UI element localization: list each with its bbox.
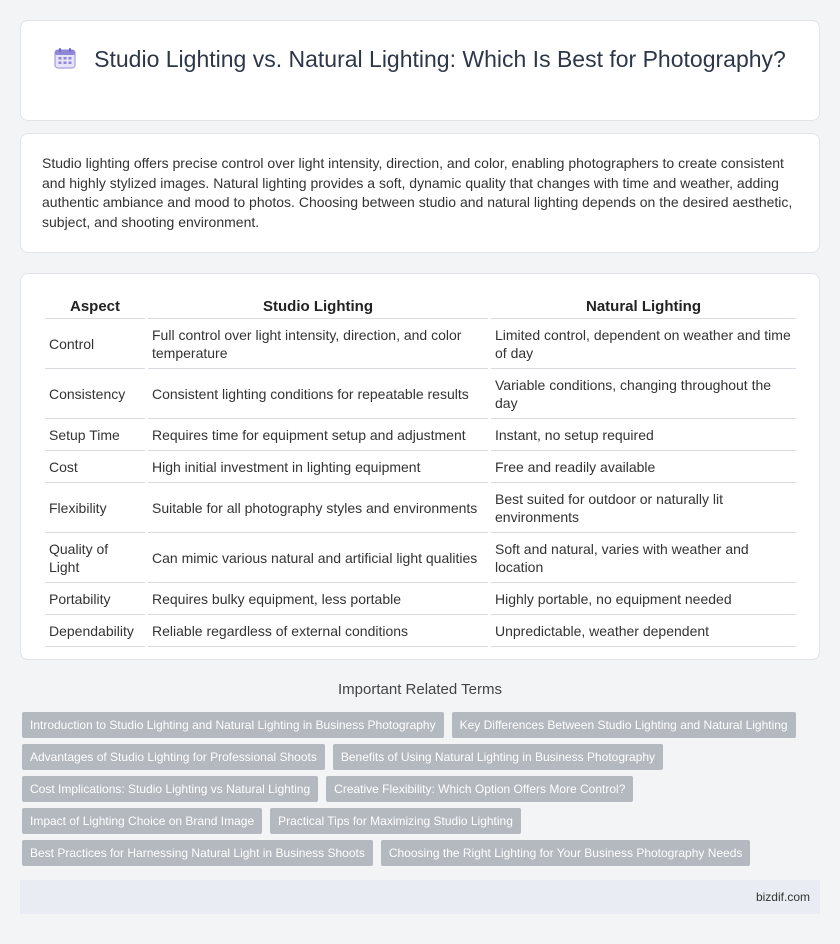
cell-studio: Consistent lighting conditions for repeatable results [148,369,488,419]
related-term-link[interactable]: Cost Implications: Studio Lighting vs Natural Lighting [22,776,318,802]
cell-natural: Best suited for outdoor or naturally lit environments [491,483,796,533]
related-term-link[interactable]: Best Practices for Harnessing Natural Light in Business Shoots [22,840,373,866]
cell-studio: Requires bulky equipment, less portable [148,583,488,615]
cell-aspect: Dependability [45,615,145,647]
table-row [45,369,796,419]
comparison-card [20,273,820,660]
cell-natural: Unpredictable, weather dependent [491,615,796,647]
calendar-icon [54,47,76,69]
table-row [45,483,796,533]
related-terms-list [22,712,818,872]
related-term-link[interactable]: Key Differences Between Studio Lighting and Natural Lighting [452,712,796,738]
intro-card [20,133,820,253]
cell-natural: Soft and natural, varies with weather and location [491,533,796,583]
related-term-link[interactable]: Choosing the Right Lighting for Your Business Photography Needs [381,840,751,866]
header-natural: Natural Lighting [491,296,796,319]
table-row [45,533,796,583]
cell-aspect: Control [45,319,145,369]
table-row [45,583,796,615]
cell-natural: Instant, no setup required [491,419,796,451]
comparison-table [42,296,799,647]
cell-natural: Highly portable, no equipment needed [491,583,796,615]
title-card [20,20,820,121]
cell-studio: Suitable for all photography styles and environments [148,483,488,533]
cell-natural: Variable conditions, changing throughout the day [491,369,796,419]
page-title-text: Studio Lighting vs. Natural Lighting: Which Is Best for Photography? [94,46,786,72]
footer-site-link[interactable]: bizdif.com [755,890,810,904]
related-term-link[interactable]: Introduction to Studio Lighting and Natural Lighting in Business Photography [22,712,444,738]
related-term-link[interactable]: Advantages of Studio Lighting for Professional Shoots [22,744,325,770]
cell-aspect: Flexibility [45,483,145,533]
cell-aspect: Quality of Light [45,533,145,583]
related-term-link[interactable]: Practical Tips for Maximizing Studio Lighting [270,808,521,834]
table-row [45,451,796,483]
table-row [45,615,796,647]
header-aspect: Aspect [45,296,145,319]
footer [20,880,820,914]
cell-aspect: Cost [45,451,145,483]
cell-natural: Free and readily available [491,451,796,483]
table-row [45,319,796,369]
related-terms-heading: Important Related Terms [338,681,502,698]
cell-studio: Full control over light intensity, direction, and color temperature [148,319,488,369]
cell-studio: High initial investment in lighting equipment [148,451,488,483]
table-row [45,419,796,451]
table-header-row [45,296,796,319]
page-title [21,45,819,74]
cell-natural: Limited control, dependent on weather and time of day [491,319,796,369]
cell-aspect: Portability [45,583,145,615]
related-term-link[interactable]: Creative Flexibility: Which Option Offers More Control? [326,776,633,802]
intro-paragraph: Studio lighting offers precise control over light intensity, direction, and color, enabling photographers to create consistent and highly stylized images. Natural lighting provides a soft, dynamic quality that changes with time and weather, adding authentic ambiance and mood to photos. Choosing between studio and natural lighting depends on the desired aesthetic, subject, and shooting environment. [42,155,793,230]
cell-aspect: Consistency [45,369,145,419]
cell-studio: Can mimic various natural and artificial light qualities [148,533,488,583]
header-studio: Studio Lighting [148,296,488,319]
cell-studio: Reliable regardless of external conditions [148,615,488,647]
related-term-link[interactable]: Benefits of Using Natural Lighting in Business Photography [333,744,663,770]
related-term-link[interactable]: Impact of Lighting Choice on Brand Image [22,808,262,834]
cell-aspect: Setup Time [45,419,145,451]
cell-studio: Requires time for equipment setup and adjustment [148,419,488,451]
